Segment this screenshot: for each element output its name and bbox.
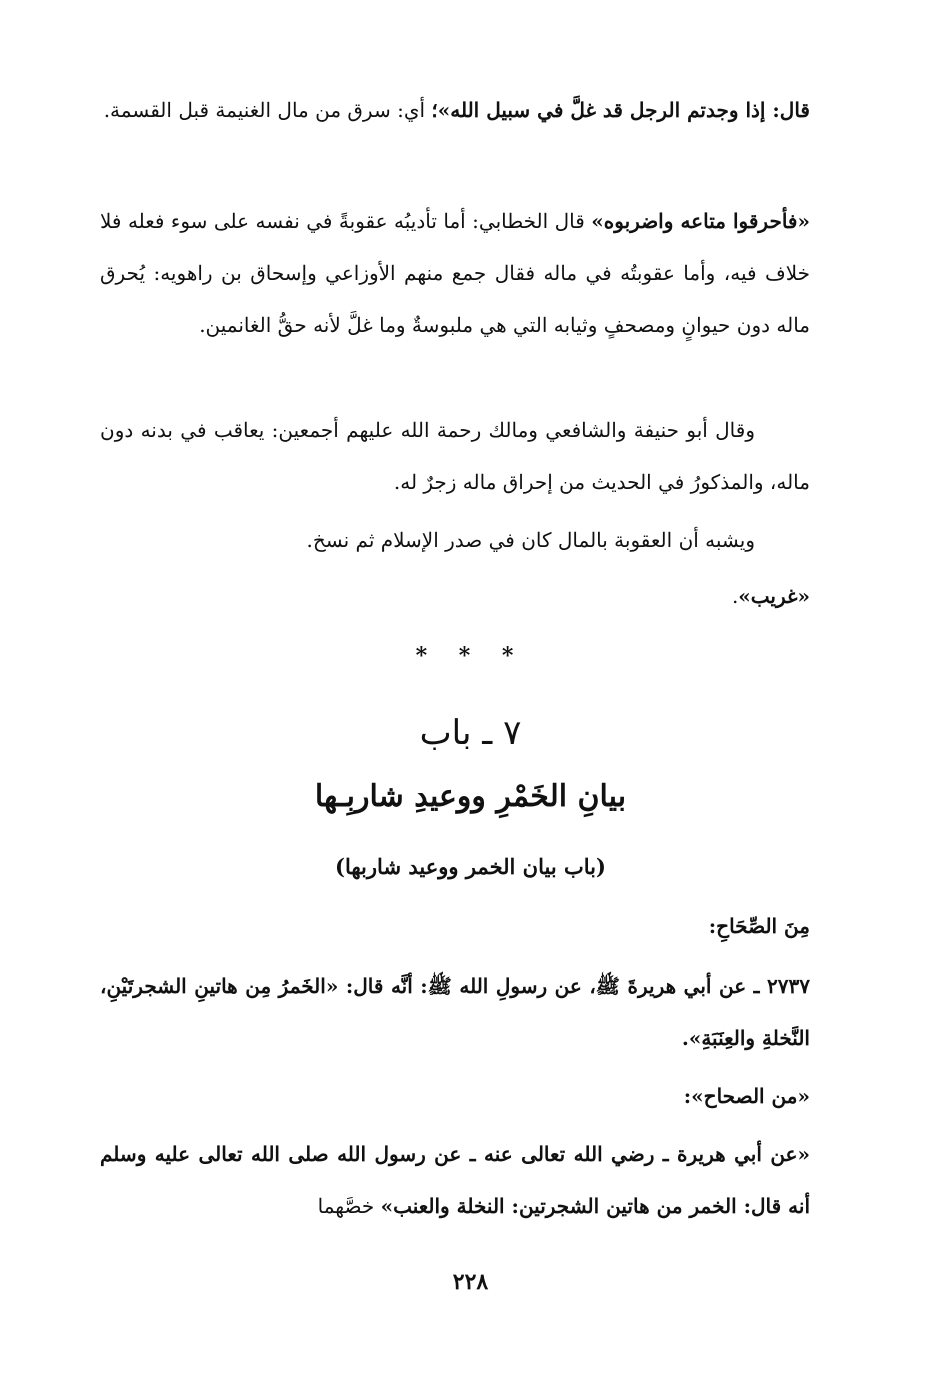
paragraph-abu-hanifa: [100, 404, 810, 508]
chapter-subtitle: (باب بيان الخمر ووعيد شاربها): [335, 854, 606, 879]
paragraph-text: خصَّهما: [317, 1194, 381, 1218]
quoted-text: «فأحرقوا متاعه واضربوه»: [591, 209, 810, 233]
paragraph-text: .: [731, 584, 739, 608]
paragraph-text: أي: سرق من مال الغنيمة قبل القسمة.: [103, 98, 432, 122]
quoted-text: قال: إذا وجدتم الرجل قد غلَّ في سبيل الله»؛: [431, 98, 810, 122]
quoted-text: «غريب»: [738, 584, 810, 608]
section-heading-text: مِنَ الصِّحَاحِ:: [708, 914, 810, 938]
section-heading: [100, 900, 810, 952]
commentary-heading: [100, 1070, 810, 1122]
hadith-text: ٢٧٣٧ ـ عن أبي هريرةَ ﷺ، عن رسولِ الله ﷺ: أنَّه قال: «الخَمرُ مِن هاتينِ الشجرتَيْنِ، النَّخلةِ والعِنَبَةِ».: [100, 974, 810, 1050]
quoted-text: «عن أبي هريرة ـ رضي الله تعالى عنه ـ عن رسول الله صلى الله تعالى عليه وسلم أنه قال: الخمر من هاتين الشجرتين: النخلة والعنب»: [100, 1142, 810, 1218]
paragraph-text: ويشبه أن العقوبة بالمال كان في صدر الإسلام ثم نسخ.: [306, 528, 755, 552]
paragraph-ghulul: [100, 84, 810, 136]
page-number: ٢٢٨: [452, 1269, 489, 1295]
section-separator: * * *: [415, 643, 526, 669]
chapter-title: بيانِ الخَمْرِ ووعيدِ شاربِـها: [314, 779, 627, 814]
paragraph-naskh: [100, 514, 810, 566]
chapter-number: ٧ ـ باب: [419, 713, 522, 753]
paragraph-gharib: [100, 570, 810, 622]
hadith-2737: [100, 960, 810, 1064]
paragraph-text: قال الخطابي: أما تأديبُه عقوبةً في نفسه على سوء فعله فلا خلاف فيه، وأما عقوبتُه في ماله فقال جمع منهم الأوزاعي وإسحاق بن راهويه: يُحرق ماله دون حيوانٍ ومصحفٍ وثيابه التي هي ملبوسةٌ وما غلَّ لأنه حقُّ الغانمين.: [100, 209, 810, 337]
paragraph-text: وقال أبو حنيفة والشافعي ومالك رحمة الله عليهم أجمعين: يعاقب في بدنه دون ماله، والمذكورُ في الحديث من إحراق ماله زجرٌ له.: [100, 418, 810, 494]
commentary-paragraph: [100, 1128, 810, 1232]
commentary-heading-text: «من الصحاح»:: [683, 1084, 810, 1108]
paragraph-khattabi: [100, 195, 810, 351]
